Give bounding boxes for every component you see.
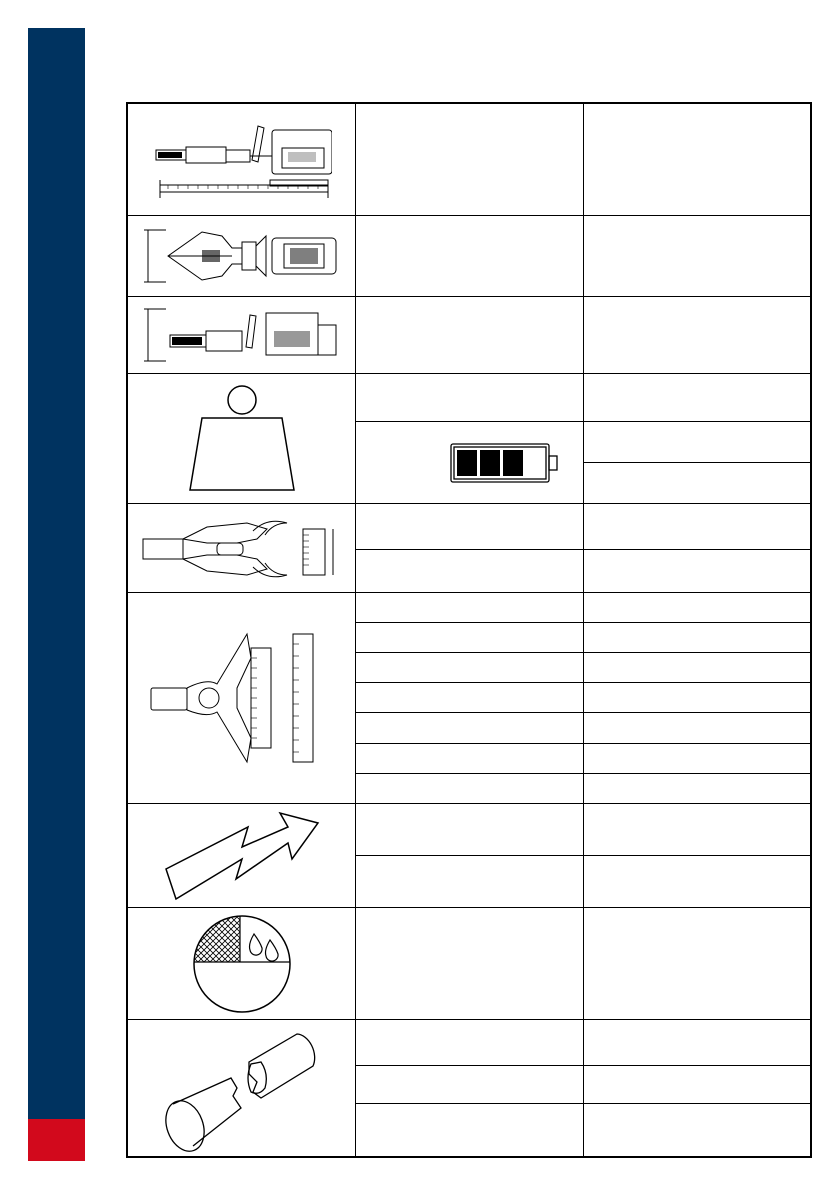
tool-height-icon [128,297,356,373]
spec-value [584,623,810,652]
spec-subrow [356,774,810,804]
spec-value [584,504,810,549]
spec-value [584,550,810,593]
table-row [128,374,810,504]
spec-value [584,104,810,215]
table-row [128,216,810,297]
spec-subrow [356,504,810,550]
spec-subrow [356,856,810,908]
spec-subrow [356,683,810,713]
force-arrow-icon [128,804,356,907]
spec-value [584,744,810,773]
table-row [128,1020,810,1158]
spec-value [584,856,810,908]
spec-label [356,804,584,855]
spec-value [584,1104,810,1158]
spec-value [584,422,810,463]
spec-subrow [356,623,810,653]
spec-label [356,216,584,296]
table-row [128,908,810,1020]
spec-value [584,1066,810,1103]
spec-label [356,623,584,652]
spreader-opening-icon [128,504,356,592]
spec-value [584,297,810,373]
tool-length-icon [128,104,356,215]
spec-label [356,297,584,373]
ip-protection-icon [128,908,356,1019]
spec-subrow [356,593,810,623]
table-row [128,804,810,908]
spec-subrow [356,550,810,593]
tool-width-icon [128,216,356,296]
spec-label [356,104,584,215]
spec-value [584,1020,810,1065]
spec-label [356,504,584,549]
weight-icon [128,374,356,503]
spec-subrow [356,422,810,504]
table-row [128,297,810,374]
spec-label [356,908,584,1019]
spec-label [356,856,584,908]
spec-value [584,908,810,1019]
spec-label [356,1104,584,1158]
blade-opening-icon [128,593,356,803]
spec-label [356,653,584,682]
side-bar [28,28,85,1161]
spec-subrow [356,104,810,215]
spec-label [356,744,584,773]
battery-values [584,422,810,504]
spec-label [356,683,584,712]
spec-value [584,593,810,622]
spec-value [584,653,810,682]
spec-value [584,713,810,743]
spec-subrow [356,713,810,744]
spec-value [584,804,810,855]
spec-subrow [356,744,810,774]
battery-icon [356,422,584,504]
spec-subrow [356,216,810,296]
spec-label [356,1066,584,1103]
spec-label [356,593,584,622]
spec-table [126,102,812,1158]
cut-pipe-icon [128,1020,356,1158]
spec-subrow [356,908,810,1019]
spec-subrow [356,1104,810,1158]
spec-subrow [356,1020,810,1066]
spec-value [584,683,810,712]
spec-value [584,216,810,296]
table-row [128,593,810,804]
spec-label [356,550,584,593]
spec-label [356,774,584,804]
spec-value [584,774,810,804]
spec-label [356,1020,584,1065]
spec-subrow [356,297,810,373]
spec-subrow [356,374,810,422]
spec-subrow [356,804,810,856]
spec-label [356,374,584,421]
spec-value [584,463,810,504]
table-row [128,104,810,216]
table-row [128,504,810,593]
spec-label [356,713,584,743]
spec-subrow [356,653,810,683]
spec-value [584,374,810,421]
spec-subrow [356,1066,810,1104]
side-bar-tab [28,1119,85,1161]
